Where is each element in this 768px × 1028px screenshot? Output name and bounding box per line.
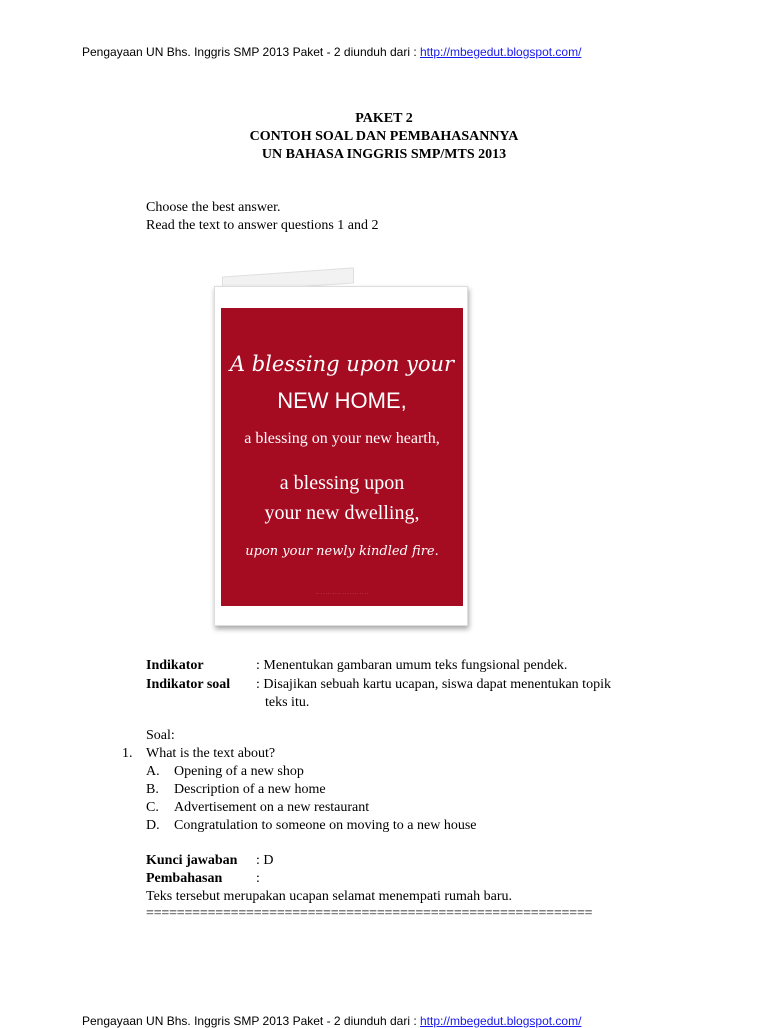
page-header [82,45,581,59]
option-letter: B. [146,782,159,797]
indikator-soal-label: Indikator soal [146,677,231,692]
indikator-soal-value: : Disajikan sebuah kartu ucapan, siswa dapat menentukan topik [256,677,611,692]
option-text: Opening of a new shop [174,764,304,779]
section-divider: ========================================================== [146,906,593,921]
option-a [146,764,304,780]
discussion-label: Pembahasan [146,871,223,886]
indikator-soal-value-cont: teks itu. [265,695,310,710]
instructions [146,199,379,235]
answer-key-label: Kunci jawaban [146,853,238,868]
page-footer [82,1014,581,1028]
title-line-3: UN BAHASA INGGRIS SMP/MTS 2013 [261,147,507,162]
option-d [146,818,477,834]
footer-link[interactable]: http://mbegedut.blogspot.com/ [419,1014,582,1028]
discussion [146,871,260,887]
header-text: Pengayaan UN Bhs. Inggris SMP 2013 Paket - 2 diunduh dari : [82,45,420,59]
indikator-label: Indikator [146,658,204,673]
card-line-1: A blessing upon your [229,352,455,376]
option-text: Description of a new home [174,782,326,797]
soal-label: Soal: [146,728,175,743]
card-fine-print: · · · · · · · · · · · · · · · · · · · · · · [315,591,369,596]
title-line-2: CONTOH SOAL DAN PEMBAHASANNYA [249,129,519,144]
option-text: Congratulation to someone on moving to a new house [174,818,477,833]
card-line-2: NEW HOME, [277,388,407,413]
option-letter: C. [146,800,159,815]
greeting-card-panel [221,308,463,606]
card-line-4 [221,468,463,528]
document-title [0,110,768,164]
answer-key [146,853,274,869]
option-text: Advertisement on a new restaurant [174,800,370,815]
question-number: 1. [122,746,133,761]
card-line-5: upon your newly kindled fire. [245,544,439,559]
indikator-value: : Menentukan gambaran umum teks fungsional pendek. [256,658,568,673]
instruction-line-2: Read the text to answer questions 1 and 2 [146,218,379,233]
option-b [146,782,326,798]
discussion-colon: : [256,871,260,886]
card-line-4a: a blessing upon [279,472,405,494]
card-line-3: a blessing on your new hearth, [244,430,440,447]
option-letter: D. [146,818,160,833]
question-text: What is the text about? [146,746,276,761]
answer-key-value: : D [256,853,274,868]
discussion-text: Teks tersebut merupakan ucapan selamat menempati rumah baru. [146,889,512,904]
footer-text: Pengayaan UN Bhs. Inggris SMP 2013 Paket - 2 diunduh dari : [82,1014,420,1028]
option-c [146,800,369,816]
card-line-4b: your new dwelling, [264,502,420,524]
greeting-card [214,286,468,626]
option-letter: A. [146,764,160,779]
instruction-line-1: Choose the best answer. [146,200,281,215]
header-link[interactable]: http://mbegedut.blogspot.com/ [419,45,582,59]
title-line-1: PAKET 2 [355,111,413,126]
